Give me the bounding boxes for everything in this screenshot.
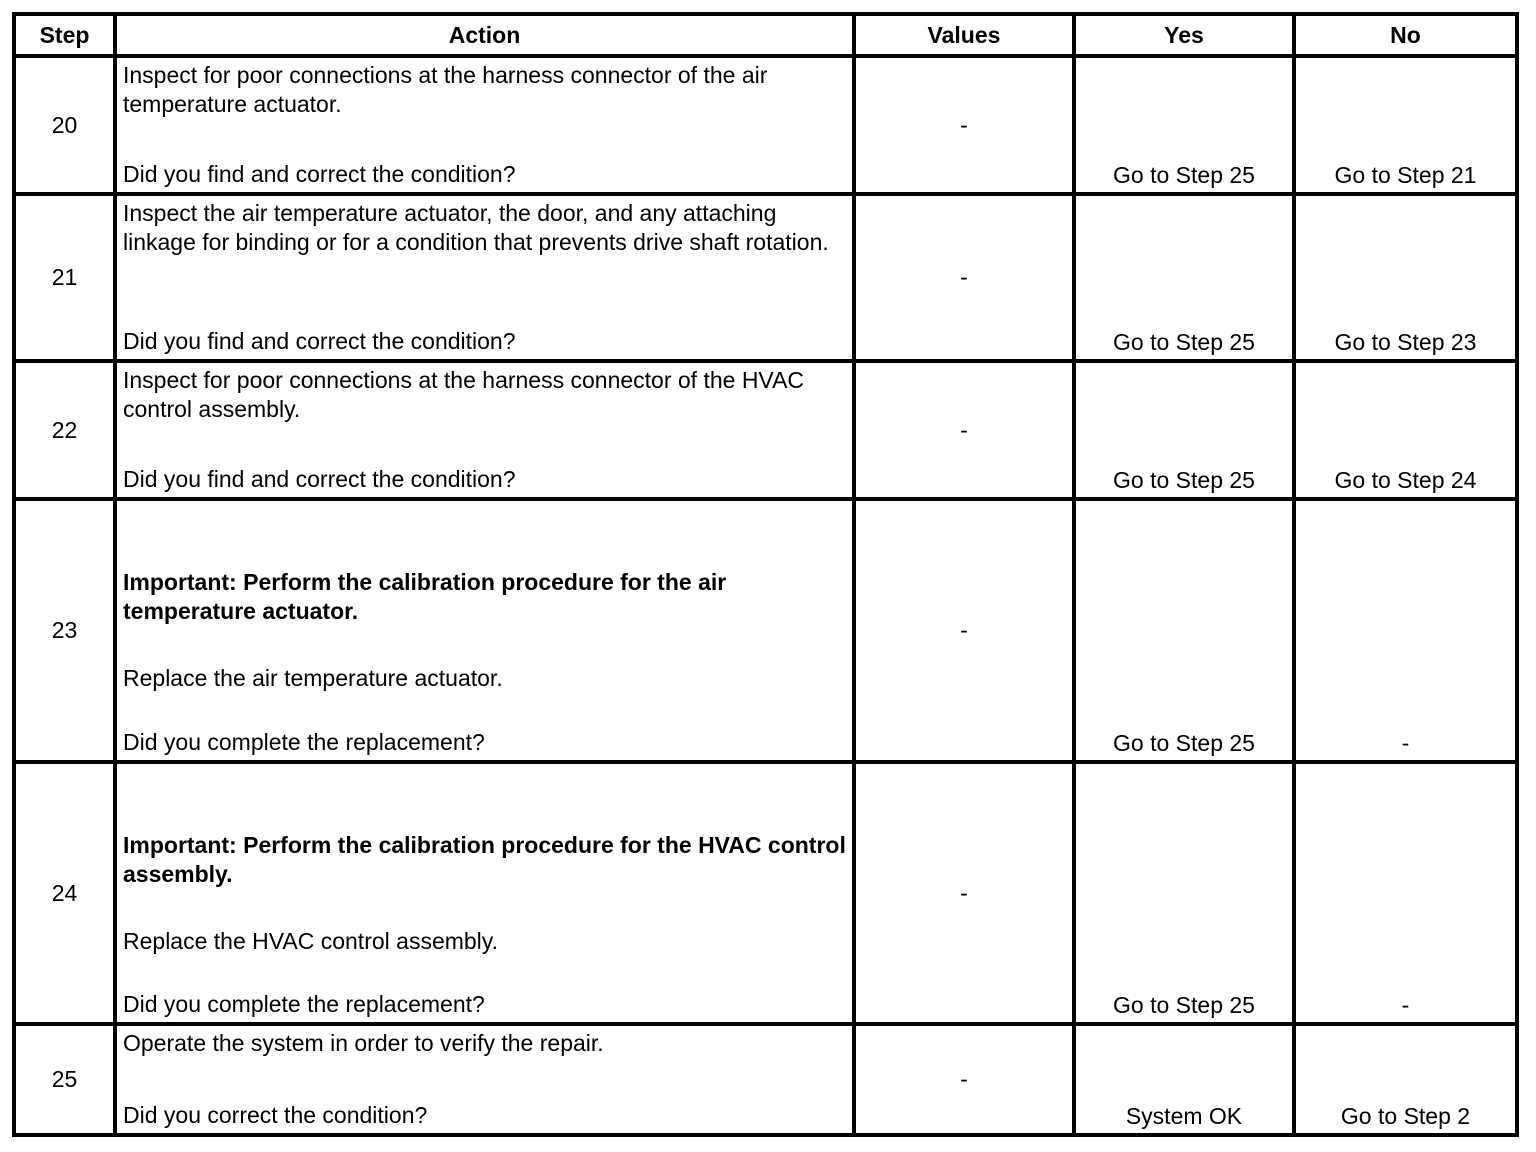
- action-cell: [115, 499, 854, 762]
- action-text: Inspect for poor connections at the harness connector of the air temperature actuator.: [123, 62, 768, 117]
- table-row: [14, 194, 1517, 361]
- header-step: Step: [14, 14, 115, 56]
- action-question: Did you find and correct the condition?: [123, 466, 516, 492]
- action-question: Did you find and correct the condition?: [123, 328, 516, 354]
- action-cell: [115, 194, 854, 361]
- important-note: Important: Perform the calibration procedure for the HVAC control assembly.: [123, 831, 846, 887]
- action-question: Did you complete the replacement?: [123, 729, 485, 755]
- action-text: Replace the air temperature actuator.: [123, 665, 503, 691]
- step-number: 24: [14, 762, 115, 1024]
- no-cell: Go to Step 21: [1294, 56, 1517, 194]
- action-cell: [115, 762, 854, 1024]
- step-number: 20: [14, 56, 115, 194]
- table-row: [14, 361, 1517, 499]
- values-cell: -: [854, 499, 1074, 762]
- table-row: [14, 56, 1517, 194]
- yes-cell: Go to Step 25: [1074, 499, 1294, 762]
- yes-cell: Go to Step 25: [1074, 194, 1294, 361]
- action-cell: [115, 1024, 854, 1135]
- important-note: Important: Perform the calibration procedure for the air temperature actuator.: [123, 569, 727, 624]
- header-no: No: [1294, 14, 1517, 56]
- action-text: Inspect for poor connections at the harness connector of the HVAC control assembly.: [123, 367, 805, 422]
- header-yes: Yes: [1074, 14, 1294, 56]
- header-values: Values: [854, 14, 1074, 56]
- action-text: Inspect the air temperature actuator, the door, and any attaching linkage for binding or for a condition that prevents drive shaft rotation.: [123, 200, 829, 255]
- yes-cell: Go to Step 25: [1074, 56, 1294, 194]
- action-question: Did you find and correct the condition?: [123, 161, 516, 187]
- yes-cell: Go to Step 25: [1074, 361, 1294, 499]
- action-question: Did you complete the replacement?: [123, 991, 485, 1017]
- no-cell: Go to Step 24: [1294, 361, 1517, 499]
- header-row: [14, 14, 1517, 56]
- values-cell: -: [854, 361, 1074, 499]
- step-number: 23: [14, 499, 115, 762]
- values-cell: -: [854, 194, 1074, 361]
- action-cell: [115, 56, 854, 194]
- step-number: 25: [14, 1024, 115, 1135]
- no-cell: Go to Step 23: [1294, 194, 1517, 361]
- values-cell: -: [854, 762, 1074, 1024]
- no-cell: -: [1294, 762, 1517, 1024]
- no-cell: -: [1294, 499, 1517, 762]
- values-cell: -: [854, 1024, 1074, 1135]
- action-question: Did you correct the condition?: [123, 1102, 428, 1128]
- action-text: Replace the HVAC control assembly.: [123, 927, 498, 954]
- values-cell: -: [854, 56, 1074, 194]
- action-text: Operate the system in order to verify the repair.: [123, 1030, 604, 1056]
- step-number: 21: [14, 194, 115, 361]
- table-row: [14, 1024, 1517, 1135]
- no-cell: Go to Step 2: [1294, 1024, 1517, 1135]
- action-cell: [115, 361, 854, 499]
- yes-cell: Go to Step 25: [1074, 762, 1294, 1024]
- yes-cell: System OK: [1074, 1024, 1294, 1135]
- diagnostic-table: [12, 12, 1519, 1137]
- table-row: [14, 499, 1517, 762]
- header-action: Action: [115, 14, 854, 56]
- table-row: [14, 762, 1517, 1024]
- step-number: 22: [14, 361, 115, 499]
